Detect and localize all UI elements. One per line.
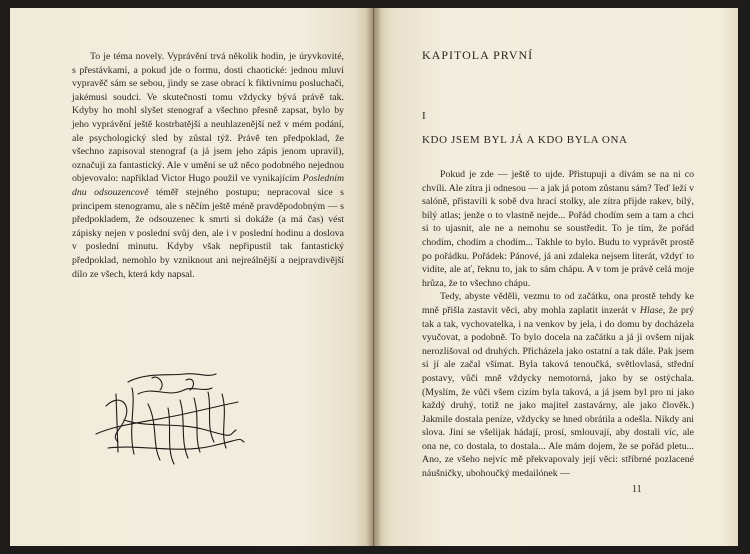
left-page [10,8,374,546]
section-title: KDO JSEM BYL JÁ A KDO BYLA ONA [422,134,628,146]
left-text-part-1: To je téma novely. Vyprávění trvá několik hodin, je úryvkovité, s přestávkami, a pokud jde o formu, dosti chaotické: jednou mluví vypravěč sám se sebou, jindy se zase obrací k fiktivnímu posluchači, jakémusi soudci. Ve skutečnosti tomu vždycky bývá právě tak. Kdyby ho mohl slyšet stenograf a všechno přesně zapsat, bylo by jeho vyprávění ještě kostrbatější a neuhlazenější než v mém podání, ale psychologický sled by zůstal týž. Právě ten předpoklad, že všechno zapisoval stenograf (a já jsem jeho zápis jenom upravil), označuji za fantastický. Ale v umění se už něco podobného nejednou objevovalo: například Victor Hugo použil ve vynikajícím [72,51,344,185]
chapter-title: KAPITOLA PRVNÍ [422,48,534,62]
right-text-part-1: Tedy, abyste věděli, vezmu to od začátku, ona prostě tehdy ke mně přišla zastavit věci, aby mohla zaplatit inzerát v [422,291,694,316]
right-page [374,8,738,546]
page-number: 11 [632,484,642,495]
book-spread [10,8,738,546]
book-gutter [366,8,382,546]
right-text-part-2: , že prý tak a tak, vychovatelka, i na venkov by jela, i do domu by docházela vyučovat, a podobně. To bylo docela na začátku a já ji ovšem nijak nerozlišoval od druhých. Přicházela jako ostatní a tak dále. Pak jsem si jí ale začal všímat. Byla taková tenoučká, světlovlasá, střední postavy, vůči mně vždycky nemotorná, jako by se ostýchala. (Myslím, že vůči všem cizím byla taková, a já jsem byl pro ni jako každý druhý, totiž ne jako majitel zastavárny, ale jako člověk.) Jakmile dostala peníze, vždycky se hned obrátila a odešla. Nikdy ani slova. Jiní se všelijak hádají, prosí, smlouvají, aby dostali víc, ale ona ne, co dostala, to dostala... Ale mám dojem, že se pořád pletu... Ano, ze všeho nejvíc mě překvapovaly její věci: stříbrné pozlacené náušničky, ubohoučký medailónek — [422,304,695,480]
right-paragraph-2 [422,290,694,480]
right-page-body [422,168,694,481]
right-text-italic-newspaper: Hlase [639,304,663,316]
left-page-paragraph [72,50,344,281]
right-paragraph-1: Pokud je zde — ještě to ujde. Přistupuji a dívám se na ni co chvíli. Ale zítra ji odnesou — a jak já potom zůstanu sám? Teď leží v salóně, přistavili k sobě dva hrací stolky, ale zítra přijde rakev, bílý, bílý atlas; jenže o to vlastně nejde... Pořád chodím sem a tam a chci si to ujasnit, ale ne a nemohu se soustředit. To je tím, že pořád chodím, chodím a chodím... Takhle to bylo. Budu to vyprávět prostě po pořádku. Pořádek: Pánové, já ani zdaleka nejsem literát, vždyť to vidíte, ale ať, řeknu to, jak to sám chápu. A v tom je právě celá moje hrůza, že to všechno chápu. [422,169,694,289]
section-number: I [422,110,426,122]
left-text-italic-title: Posledním dnu odsouzencově [72,173,345,198]
left-text-part-2: téměř stejného postupu; nepracoval sice s principem stenogramu, ale s něčím ještě méně pravděpodobným — s předpokladem, že odsouzenec k smrti si dokáže (a má čas) vést zápisky nejen v poslední svůj den, ale i v poslední hodinu a doslova v poslední minutu. Kdyby však nepřipustil tak fantastický předpoklad, nemohlo by vzniknout ani nejreálnější a nejpravdivější dílo ze všech, která kdy napsal. [72,186,344,280]
handwritten-signature [88,364,248,474]
